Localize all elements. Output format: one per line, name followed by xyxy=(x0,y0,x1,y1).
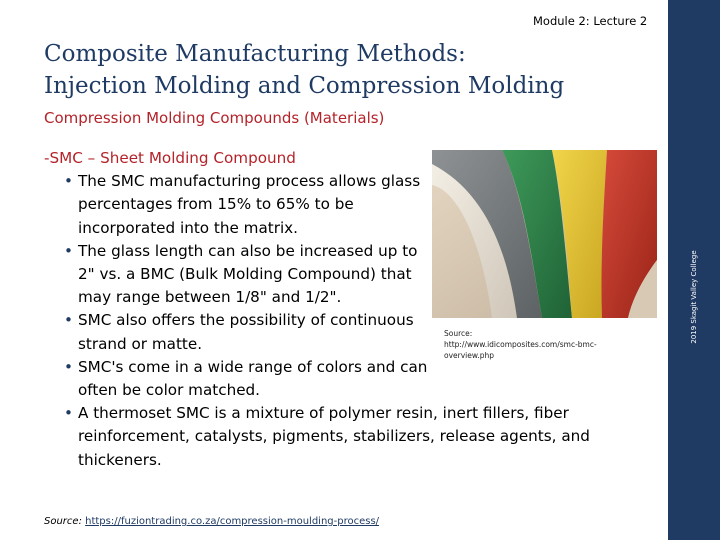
module-label: Module 2: Lecture 2 xyxy=(533,14,648,28)
bullet-item xyxy=(44,402,654,472)
bullet-item xyxy=(44,170,428,240)
bullet-item xyxy=(44,309,428,355)
slide-body xyxy=(44,147,654,472)
side-bar-text: 2019 Skagit Valley College xyxy=(690,250,698,344)
footer-source xyxy=(44,516,379,527)
bullet-list xyxy=(44,170,654,472)
bullet-text: The SMC manufacturing process allows glass percentages from 15% to 65% to be incorporated into the matrix. xyxy=(78,172,421,237)
slide-subtitle: Compression Molding Compounds (Materials) xyxy=(44,109,385,127)
bullet-icon: • xyxy=(64,404,73,423)
bullet-icon: • xyxy=(64,241,73,260)
footer-source-link[interactable]: https://fuziontrading.co.za/compression-moulding-process/ xyxy=(85,516,380,527)
title-line-2: Injection Molding and Compression Molding xyxy=(44,73,565,99)
slide-title xyxy=(44,38,644,102)
footer-source-label: Source: xyxy=(44,516,82,527)
lead-heading: -SMC – Sheet Molding Compound xyxy=(44,149,296,167)
title-line-1: Composite Manufacturing Methods: xyxy=(44,41,466,67)
bullet-text: The glass length can also be increased up to 2" vs. a BMC (Bulk Molding Compound) that may range between 1/8" and 1/2". xyxy=(78,241,418,307)
image-source-url[interactable]: http://www.idicomposites.com/smc-bmc-overview.php xyxy=(444,340,597,360)
bullet-icon: • xyxy=(64,357,73,376)
bullet-item xyxy=(44,356,449,402)
bullet-icon: • xyxy=(64,172,73,191)
bullet-icon: • xyxy=(64,311,73,330)
bullet-text: A thermoset SMC is a mixture of polymer resin, inert fillers, fiber reinforcement, catalysts, pigments, stabilizers, release agents, and thickeners. xyxy=(78,404,590,469)
bullet-text: SMC's come in a wide range of colors and can often be color matched. xyxy=(78,357,428,400)
bullet-item xyxy=(44,240,428,310)
image-source-label: Source: xyxy=(444,329,473,338)
bullet-text: SMC also offers the possibility of continuous strand or matte. xyxy=(78,311,414,353)
